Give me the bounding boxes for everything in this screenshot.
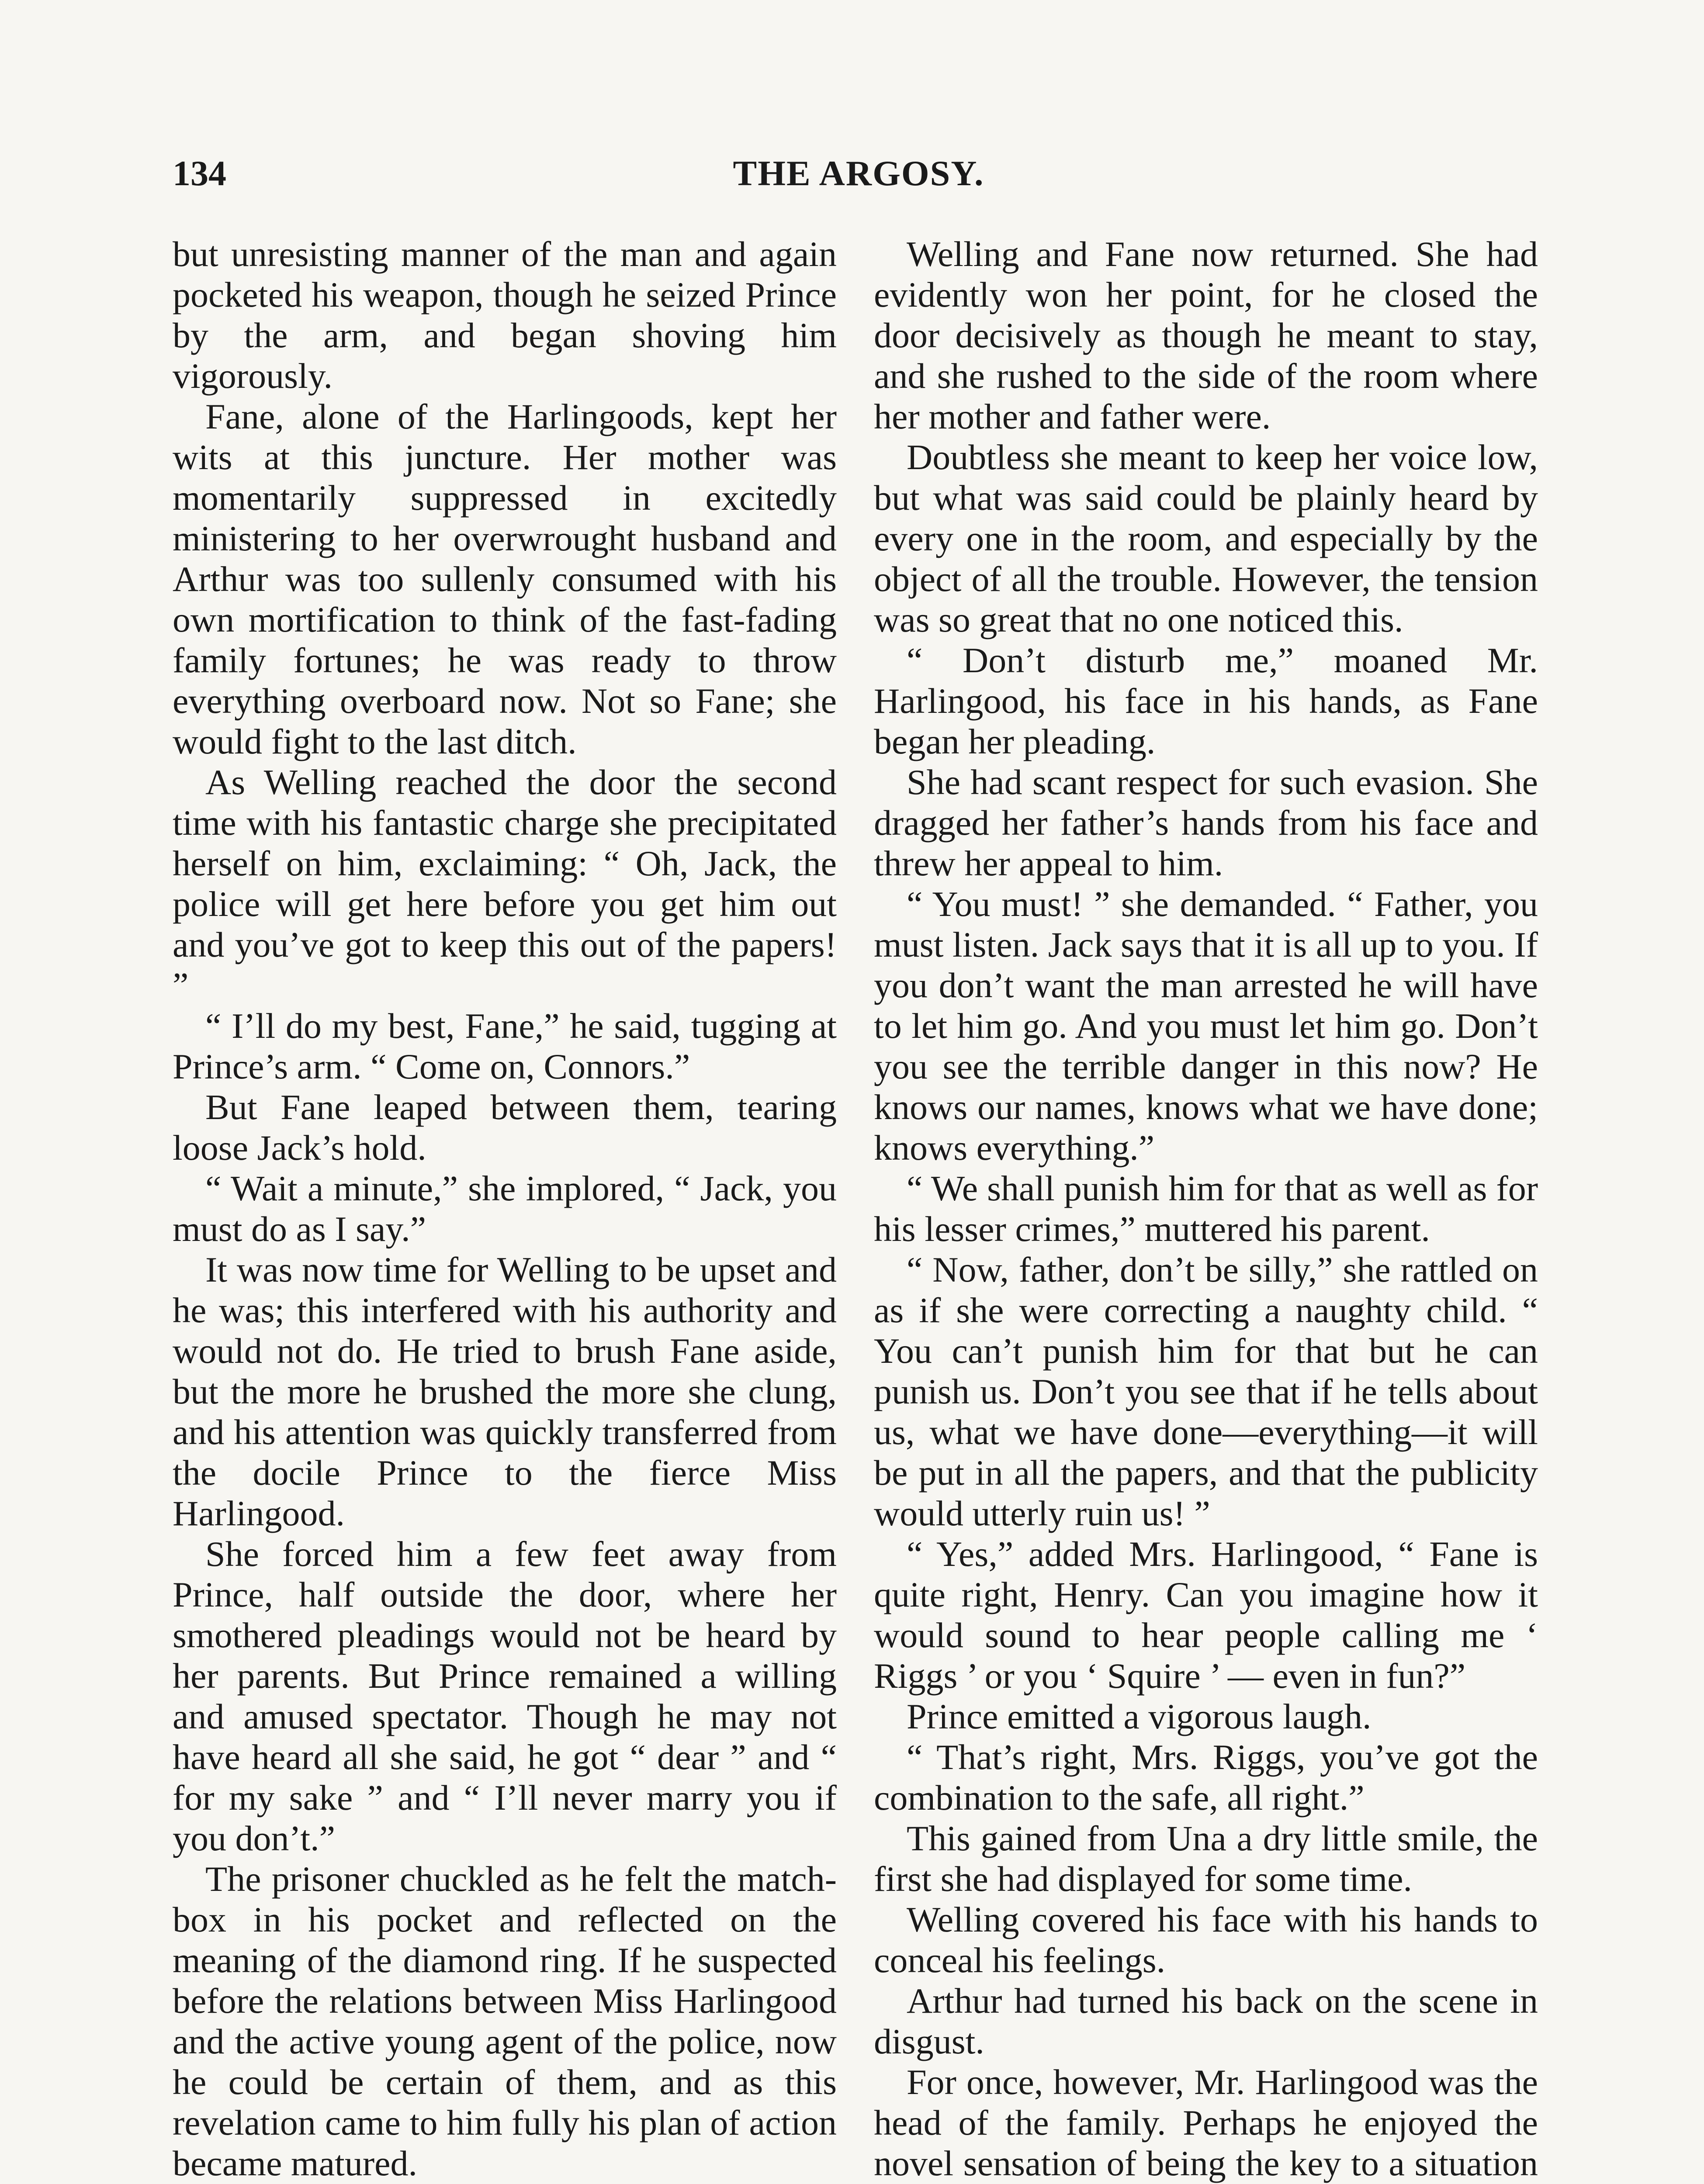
paragraph: But Fane leaped between them, tearing loose Jack’s hold.	[173, 1087, 837, 1168]
paragraph: “ Yes,” added Mrs. Harlingood, “ Fane is quite right, Henry. Can you imagine how it would sound to hear people calling me ‘ Riggs ’ or you ‘ Squire ’ — even in fun?”	[874, 1534, 1538, 1696]
paragraph: “ Wait a minute,” she implored, “ Jack, you must do as I say.”	[173, 1168, 837, 1249]
paragraph: She had scant respect for such evasion. She dragged her father’s hands from his face and threw her appeal to him.	[874, 762, 1538, 883]
paragraph: For once, however, Mr. Harlingood was the head of the family. Perhaps he enjoyed the novel sensation of being the key to a situation	[874, 2062, 1538, 2183]
paragraph: She forced him a few feet away from Prince, half outside the door, where her smothered pleadings would not be heard by her parents. But Prince remained a willing and amused spectator. Though he may not have heard all she said, he got “ dear ” and “ for my sake ” and “ I’ll never marry you if you don’t.”	[173, 1534, 837, 1858]
running-head: THE ARGOSY.	[733, 153, 984, 193]
paragraph: Welling and Fane now returned. She had evidently won her point, for he closed the door decisively as though he meant to stay, and she rushed to the side of the room where her mother and father were.	[874, 234, 1538, 436]
paragraph: Prince emitted a vigorous laugh.	[907, 1697, 1372, 1736]
paragraph: “ Don’t disturb me,” moaned Mr. Harlingood, his face in his hands, as Fane began her pleading.	[874, 640, 1538, 761]
paragraph: The prisoner chuckled as he felt the match-box in his pocket and reflected on the meaning of the diamond ring. If he suspected before the relations between Miss Harlingood and the active young agent of the police, now he could be certain of them, and as this revelation came to him fully his plan of action became matured.	[173, 1859, 837, 2183]
left-column	[173, 234, 837, 2184]
paragraph: “ You must! ” she demanded. “ Father, you must listen. Jack says that it is all up to you. If you don’t want the man arrested he will have to let him go. And you must let him go. Don’t you see the terrible danger in this now? He knows our names, knows what we have done; knows everything.”	[874, 884, 1538, 1168]
paragraph: “ Now, father, don’t be silly,” she rattled on as if she were correcting a naughty child. “ You can’t punish him for that but he can punish us. Don’t you see that if he tells about us, what we have done—everything—it will be put in all the papers, and that the publicity would utterly ruin us! ”	[874, 1250, 1538, 1533]
page-header	[173, 153, 1545, 201]
paragraph: “ That’s right, Mrs. Riggs, you’ve got the combination to the safe, all right.”	[874, 1737, 1538, 1818]
paragraph: but unresisting manner of the man and again pocketed his weapon, though he seized Prince by the arm, and began shoving him vigorously.	[173, 234, 837, 396]
paragraph: Welling covered his face with his hands to conceal his feelings.	[874, 1900, 1538, 1980]
paragraph: Doubtless she meant to keep her voice low, but what was said could be plainly heard by every one in the room, and especially by the object of all the trouble. However, the tension was so great that no one noticed this.	[874, 437, 1538, 639]
page-number: 134	[173, 153, 226, 193]
paragraph: As Welling reached the door the second time with his fantastic charge she precipitated herself on him, exclaiming: “ Oh, Jack, the police will get here before you get him out and you’ve got to keep this out of the papers! ”	[173, 762, 837, 1005]
paragraph: Arthur had turned his back on the scene in disgust.	[874, 1981, 1538, 2061]
paragraph: “ I’ll do my best, Fane,” he said, tugging at Prince’s arm. “ Come on, Connors.”	[173, 1006, 837, 1086]
right-column	[874, 234, 1538, 2184]
paragraph: This gained from Una a dry little smile, the first she had displayed for some time.	[874, 1818, 1538, 1899]
paragraph: “ We shall punish him for that as well as for his lesser crimes,” muttered his parent.	[874, 1168, 1538, 1249]
paragraph: Fane, alone of the Harlingoods, kept her wits at this juncture. Her mother was momentarily suppressed in excitedly ministering to her overwrought husband and Arthur was too sullenly consumed with his own mortification to think of the fast-fading family fortunes; he was ready to throw everything overboard now. Not so Fane; she would fight to the last ditch.	[173, 397, 837, 761]
paragraph: It was now time for Welling to be upset and he was; this interfered with his authority and would not do. He tried to brush Fane aside, but the more he brushed the more she clung, and his attention was quickly transferred from the docile Prince to the fierce Miss Harlingood.	[173, 1250, 837, 1533]
